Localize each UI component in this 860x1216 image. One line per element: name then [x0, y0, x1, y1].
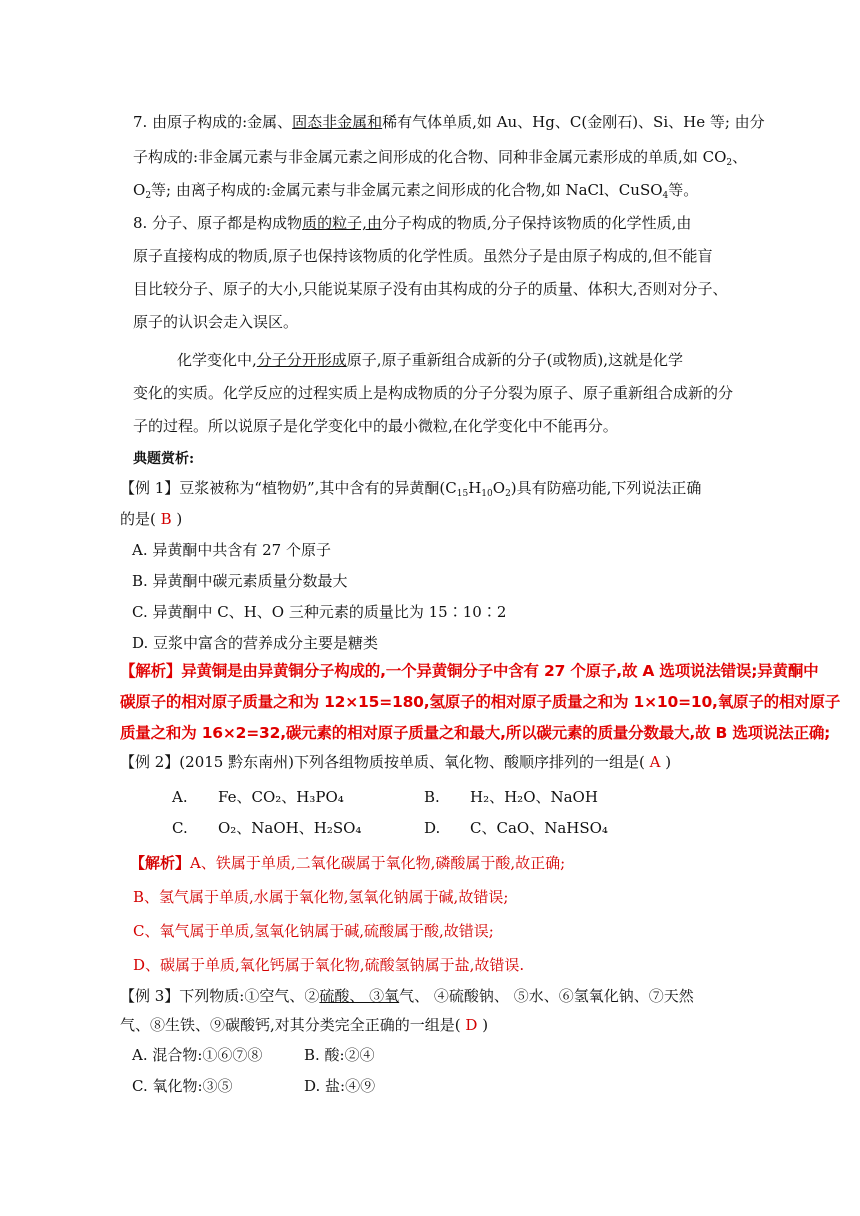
- text: 化学变化中,: [177, 351, 257, 369]
- text: O: [492, 479, 506, 497]
- text: ): [660, 753, 672, 771]
- text: ): [477, 1016, 489, 1034]
- ex1-question-line-1: [120, 478, 701, 504]
- ex3-option-a: A. 混合物:①⑥⑦⑧: [132, 1046, 263, 1064]
- ex3-option-d: D. 盐:④⑨: [304, 1077, 376, 1095]
- answer: B: [160, 510, 172, 528]
- ex2-option-c: O₂、NaOH、H₂SO₄: [218, 819, 362, 837]
- subscript: 10: [481, 489, 493, 499]
- ex2-option-b-label: B.: [424, 788, 440, 806]
- ex1-analysis-line-2: 碳原子的相对原子质量之和为 12×15=180,氢原子的相对原子质量之和为 1×10=10,氧原子的相对原子: [120, 693, 841, 711]
- section-heading: 典题赏析:: [133, 451, 195, 467]
- text: O: [133, 181, 146, 199]
- text: 稀有气体单质,如 Au、Hg、C(金刚石)、Si、He 等; 由分: [382, 113, 765, 131]
- ex3-option-c: C. 氧化物:③⑤: [132, 1077, 233, 1095]
- ex3-question-line-1: [120, 986, 694, 1006]
- ex1-option-a: A. 异黄酮中共含有 27 个原子: [132, 541, 331, 559]
- ex2-option-a: Fe、CO₂、H₃PO₄: [218, 788, 344, 806]
- text: ): [171, 510, 183, 528]
- answer: A: [649, 753, 661, 771]
- ex2-option-c-label: C.: [172, 819, 188, 837]
- p9-line-1: [177, 350, 683, 370]
- underlined-text: 质的粒子,由: [302, 214, 382, 232]
- text: 气、⑧生铁、⑨碳酸钙,对其分类完全正确的一组是(: [120, 1016, 466, 1034]
- ex1-option-d: D. 豆浆中富含的营养成分主要是糖类: [132, 634, 379, 652]
- underlined-text: 硫酸、 ③氧: [319, 987, 400, 1005]
- p8-line-3: 目比较分子、原子的大小,只能说某原子没有由其构成的分子的质量、体积大,否则对分子、: [133, 280, 728, 298]
- text: 等; 由离子构成的:金属元素与非金属元素之间形成的化合物,如 NaCl、CuSO: [151, 181, 663, 199]
- p9-line-2: 变化的实质。化学反应的过程实质上是构成物质的分子分裂为原子、原子重新组合成新的分: [133, 384, 734, 402]
- text: 分子构成的物质,分子保持该物质的化学性质,由: [381, 214, 692, 232]
- text: 【例 3】下列物质:①空气、②: [120, 987, 320, 1005]
- subscript: 2: [726, 158, 733, 168]
- ex2-option-b: H₂、H₂O、NaOH: [470, 788, 598, 806]
- ex2-option-d: C、CaO、NaHSO₄: [470, 819, 608, 837]
- text: 【例 2】(2015 黔东南州)下列各组物质按单质、氧化物、酸顺序排列的一组是(: [120, 753, 650, 771]
- text: )具有防癌功能,下列说法正确: [510, 479, 702, 497]
- p8-line-1: [133, 213, 691, 233]
- text: H: [468, 479, 482, 497]
- ex1-option-b: B. 异黄酮中碳元素质量分数最大: [132, 572, 348, 590]
- p7-line-3: [133, 180, 698, 206]
- analysis-heading: 【解析】: [130, 854, 191, 872]
- ex1-option-c: C. 异黄酮中 C、H、O 三种元素的质量比为 15∶10∶2: [132, 603, 507, 621]
- text: 7. 由原子构成的:金属、: [133, 113, 293, 131]
- p7-line-2: [133, 147, 747, 173]
- text: 等。: [668, 181, 699, 199]
- ex1-question-line-2: [120, 509, 182, 529]
- text: 的是(: [120, 510, 161, 528]
- subscript: 2: [145, 191, 152, 201]
- subscript: 4: [662, 191, 669, 201]
- text: A、铁属于单质,二氧化碳属于氧化物,磷酸属于酸,故正确;: [190, 854, 566, 872]
- ex2-analysis-line-2: B、氢气属于单质,水属于氧化物,氢氧化钠属于碱,故错误;: [133, 888, 509, 906]
- underlined-text: 固态非金属和: [292, 113, 383, 131]
- answer: D: [465, 1016, 478, 1034]
- ex2-question: [120, 752, 671, 772]
- p8-line-4: 原子的认识会走入误区。: [133, 313, 299, 331]
- ex2-analysis-line-4: D、碳属于单质,氧化钙属于氧化物,硫酸氢钠属于盐,故错误.: [133, 956, 525, 974]
- ex2-option-d-label: D.: [424, 819, 441, 837]
- ex3-option-b: B. 酸:②④: [304, 1046, 375, 1064]
- ex2-analysis-line-1: [130, 853, 565, 873]
- p7-line-1: [133, 112, 765, 132]
- ex2-analysis-line-3: C、氧气属于单质,氢氧化钠属于碱,硫酸属于酸,故错误;: [133, 922, 494, 940]
- text: 8. 分子、原子都是构成物: [133, 214, 303, 232]
- p8-line-2: 原子直接构成的物质,原子也保持该物质的化学性质。虽然分子是由原子构成的,但不能盲: [133, 247, 713, 265]
- underlined-text: 分子分开形成: [256, 351, 347, 369]
- ex3-question-line-2: [120, 1015, 488, 1035]
- text: 气、 ④硫酸钠、 ⑤水、⑥氢氧化钠、⑦天然: [399, 987, 694, 1005]
- text: 、: [732, 148, 748, 166]
- ex1-analysis-line-1: 【解析】异黄铜是由异黄铜分子构成的,一个异黄铜分子中含有 27 个原子,故 A 选项说法错误;异黄酮中: [120, 662, 819, 680]
- subscript: 15: [456, 489, 469, 499]
- ex1-analysis-line-3: 质量之和为 16×2=32,碳元素的相对原子质量之和最大,所以碳元素的质量分数最大,故 B 选项说法正确;: [120, 724, 831, 742]
- ex2-option-a-label: A.: [172, 788, 188, 806]
- text: 【例 1】豆浆被称为“植物奶”,其中含有的异黄酮(C: [120, 479, 457, 497]
- text: 子构成的:非金属元素与非金属元素之间形成的化合物、同种非金属元素形成的单质,如 CO: [133, 148, 727, 166]
- subscript: 2: [505, 489, 511, 499]
- text: 原子,原子重新组合成新的分子(或物质),这就是化学: [346, 351, 684, 369]
- p9-line-3: 子的过程。所以说原子是化学变化中的最小微粒,在化学变化中不能再分。: [133, 417, 618, 435]
